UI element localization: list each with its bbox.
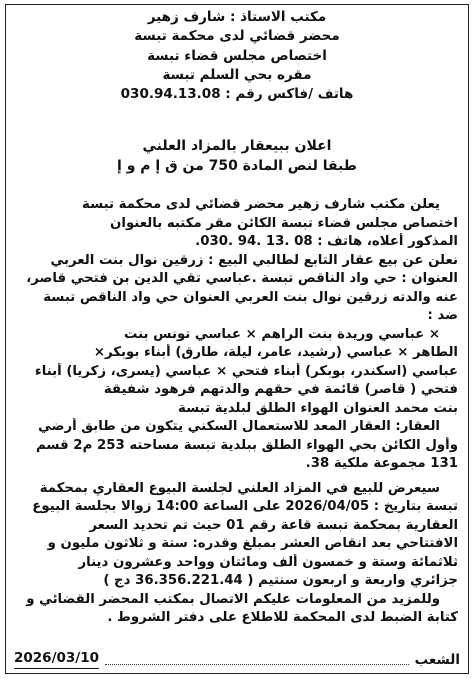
body-line: يعلن مكتب شارف زهير محضر قضائي لدى محكمة تبسة xyxy=(82,197,440,212)
body-line: العنوان : حي واد الناقص تبسة .عباسي تقي الدين بن فتحي قاصر، xyxy=(26,271,458,286)
title-main: اعلان ببيعقار بالمزاد العلني xyxy=(142,138,332,154)
body-line: كتابة الضبط لدى المحكمة للاطلاع على دفتر الشروط . xyxy=(107,610,458,625)
body-line: بنت محمد العنوان الهواء الطلق لبلدية تبسة xyxy=(178,400,458,416)
body-line: ضد : xyxy=(427,308,458,323)
body-line: عباسي (اسكندر، بوبكر) أبناء فتحي × عباسي (يسرى، زكريا) أبناء xyxy=(34,363,458,379)
header-jurisdiction: اختصاص مجلس قضاء تبسة xyxy=(147,47,327,64)
title-legal-reference: طبقا لنص المادة 750 من ق إ م و إ xyxy=(117,157,357,174)
body-line: جزائري واربعة و اربعون سنتيم ( 36.356.221.44 دج ) xyxy=(103,573,458,588)
body-line: الطاهر × عباسي (رشيد، عامر، ليلة، طارق) أبناء بوبكر× xyxy=(93,345,458,360)
header-court: محضر قضائي لدى محكمة تبسة xyxy=(134,28,340,45)
announcement-footer xyxy=(14,649,460,669)
body-line: فتحي ( قاصر) قائمة في حقهم والدتهم فرهود شفيقة xyxy=(103,382,458,397)
announcement-frame xyxy=(5,4,469,674)
header-phone: هاتف /فاكس رقم : 030.94.13.08 xyxy=(120,86,354,103)
body-line: نعلن عن بيع عقار التابع لطالبي البيع : زرقين نوال بنت العربي xyxy=(50,252,458,268)
body-line: المذكور أعلاه، هاتف : 08 .13 .94 .030. xyxy=(195,234,458,249)
body-line: الافتتاحي بعد انقاص العشر بمبلغ وقدره: ستة و ثلاثون مليون و xyxy=(47,536,458,551)
body-line: وللمزيد من المعلومات عليكم الاتصال بمكتب المحضر القضائي و xyxy=(26,591,440,607)
bailiff-office-header xyxy=(6,8,468,104)
header-office-name: مكتب الاستاذ : شارف زهير xyxy=(147,9,327,25)
body-line: العقارية بمحكمة تبسة قاعة رقم 01 حيث تم تحديد السعر xyxy=(89,517,458,533)
publication-date: 2026/03/10 xyxy=(14,649,99,669)
body-line: سيعرض للبيع في المزاد العلني لجلسة البيوع العقاري بمحكمة xyxy=(39,480,440,496)
body-line: وأول الكائن بحي الهواء الطلق ببلدية تبسة مساحته 253 م2 قسم xyxy=(36,437,458,453)
body-line: العقار: العقار المعد للاستعمال السكني يتكون من طابق أرضي xyxy=(38,419,440,434)
body-line: × عباسي وريدة بنت الراهم × عباسي تونس بنت xyxy=(124,326,440,342)
body-line: ثلاثمائة وستة و خمسون ألف ومائتان وواحد وعشرون دينار xyxy=(78,554,458,570)
body-line: اختصاص مجلس قضاء تبسة الكائن مقر مكتبه بالعنوان xyxy=(110,215,458,231)
body-line: عنه والدته زرقين نوال بنت العربي العنوان حي واد الناقص تبسة xyxy=(43,289,458,305)
announcement-body xyxy=(16,196,458,628)
body-line: 131 مجموعة ملكية 38. xyxy=(305,456,458,471)
header-address: مقره بحي السلم تبسة xyxy=(162,66,312,83)
dotted-divider xyxy=(105,664,409,665)
body-line: تبسة بتاريخ : 2026/04/05 على الساعة 14:00 زوالا بجلسة البيوع xyxy=(32,499,458,514)
newspaper-name: الشعب xyxy=(414,652,460,668)
announcement-title xyxy=(6,137,468,176)
